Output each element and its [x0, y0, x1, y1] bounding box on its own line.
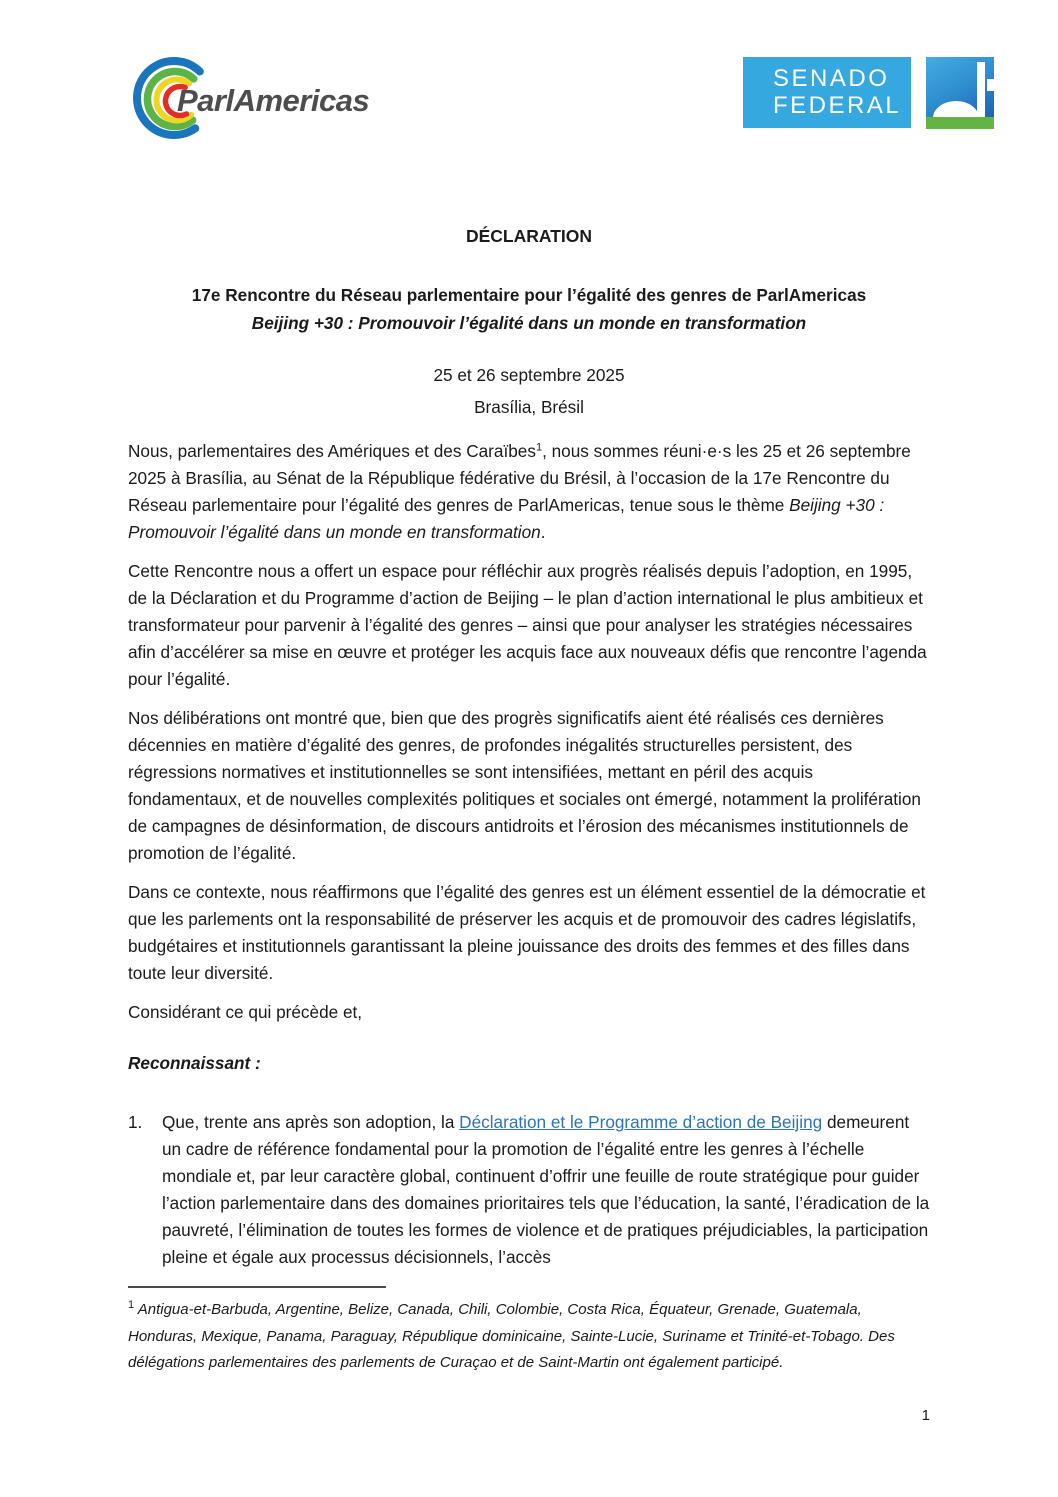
paragraph-intro — [128, 438, 930, 546]
dome-shape — [933, 101, 979, 118]
footnote-text — [128, 1297, 930, 1377]
list-item-text — [162, 1109, 930, 1271]
meeting-theme-italic: Beijing +30 : Promouvoir l’égalité dans un monde en transformation — [128, 495, 885, 542]
reconnaissant-heading: Reconnaissant : — [128, 1053, 261, 1073]
parlamericas-logo — [130, 53, 400, 150]
page-number: 1 — [921, 1407, 930, 1424]
parlamericas-wordmark: ParlAmericas — [177, 83, 370, 118]
senado-federal-logo — [743, 57, 994, 129]
senado-federal-name — [743, 57, 911, 128]
green-strip — [926, 117, 994, 129]
footnote-body: Antigua-et-Barbuda, Argentine, Belize, Canada, Chili, Colombie, Costa Rica, Équateur, Grenade, Guatemala, Honduras, Mexique, Panama, Paraguay, République dominicaine, Sainte-Lucie, Suriname et Trinité-et-Tobago. Des délégations parlementaires des parlements de Curaçao et de Saint-Martin ont également participé. — [128, 1301, 895, 1371]
paragraph-text: Nous, parlementaires des Amériques et des Caraïbes — [128, 441, 536, 461]
congresso-nacional-emblem-icon — [926, 57, 994, 129]
document-body — [128, 225, 930, 1271]
considerant-line: Considérant ce qui précède et, — [128, 1002, 363, 1022]
senado-word: SENADO — [773, 65, 890, 92]
paragraph-deliberations: Nos délibérations ont montré que, bien que des progrès significatifs aient été réalisés ces dernières décennies en matière d’égalité des genres, de profondes inégalités structurelles persistent, des régressions normatives et institutionnelles se sont intensifiées, mettant en péril des acquis fondamentaux, et de nouvelles complexités politiques et sociales ont émergé, notamment la prolifération de campagnes de désinformation, de discours antidroits et l’érosion des mécanismes institutionnels de promotion de l’égalité. — [128, 708, 921, 863]
document-header — [0, 0, 1058, 160]
footnote-separator — [128, 1286, 386, 1288]
footnote-reference: 1 — [535, 441, 543, 454]
list-item-1 — [128, 1109, 930, 1271]
footnote — [128, 1286, 930, 1377]
beijing-declaration-link[interactable]: Déclaration et le Programme d’action de Beijing — [459, 1112, 823, 1132]
meeting-subtitle: Beijing +30 : Promouvoir l’égalité dans un monde en transformation — [251, 313, 807, 333]
list-item-number: 1. — [128, 1112, 143, 1132]
paragraph-contexte: Dans ce contexte, nous réaffirmons que l’égalité des genres est un élément essentiel de la démocratie et que les parlements ont la responsabilité de préserver les acquis et de promouvoir des cadres législatifs, budgétaires et institutionnels garantissant la pleine jouissance des droits des femmes et des filles dans toute leur diversité. — [128, 882, 926, 983]
paragraph-text: , nous sommes réuni·e·s les 25 et 26 septembre 2025 à Brasília, au Sénat de la République fédérative du Brésil, à l’occasion de la 17e Rencontre du Réseau parlementaire pour l’égalité des genres de ParlAmericas, tenue sous le thème — [128, 441, 911, 515]
federal-word: FEDERAL — [773, 92, 902, 119]
paragraph-text: Que, trente ans après son adoption, la — [162, 1112, 460, 1132]
footnote-marker: 1 — [128, 1299, 135, 1311]
paragraph-rencontre: Cette Rencontre nous a offert un espace pour réfléchir aux progrès réalisés depuis l’adoption, en 1995, de la Déclaration et du Programme d’action de Beijing – le plan d’action international le plus ambitieux et transformateur pour parvenir à l’égalité des genres – ainsi que pour analyser les stratégies nécessaires afin d’accélérer sa mise en œuvre et protéger les acquis face aux nouveaux défis que rencontre l’agenda pour l’égalité. — [128, 561, 927, 689]
tower-shape — [977, 62, 985, 118]
paragraph-text: demeurent un cadre de référence fondamental pour la promotion de l’égalité entre les genres à l’échelle mondiale et, par leur caractère global, continuent d’offrir une feuille de route stratégique pour guider l’action parlementaire dans des domaines prioritaires tels que l’éducation, la santé, l’éradication de la pauvreté, l’élimination de toutes les formes de violence et de pratiques préjudiciables, la participation pleine et égale aux processus décisionnels, l’accès — [162, 1112, 930, 1267]
parlamericas-arcs-icon — [130, 53, 400, 145]
meeting-location: Brasília, Brésil — [474, 397, 584, 417]
meeting-title: 17e Rencontre du Réseau parlementaire pour l’égalité des genres de ParlAmericas — [191, 285, 867, 305]
paragraph-text: . — [540, 522, 546, 542]
document-title: DÉCLARATION — [465, 226, 593, 246]
meeting-date: 25 et 26 septembre 2025 — [433, 365, 625, 385]
tower-annex-shape — [987, 79, 994, 91]
